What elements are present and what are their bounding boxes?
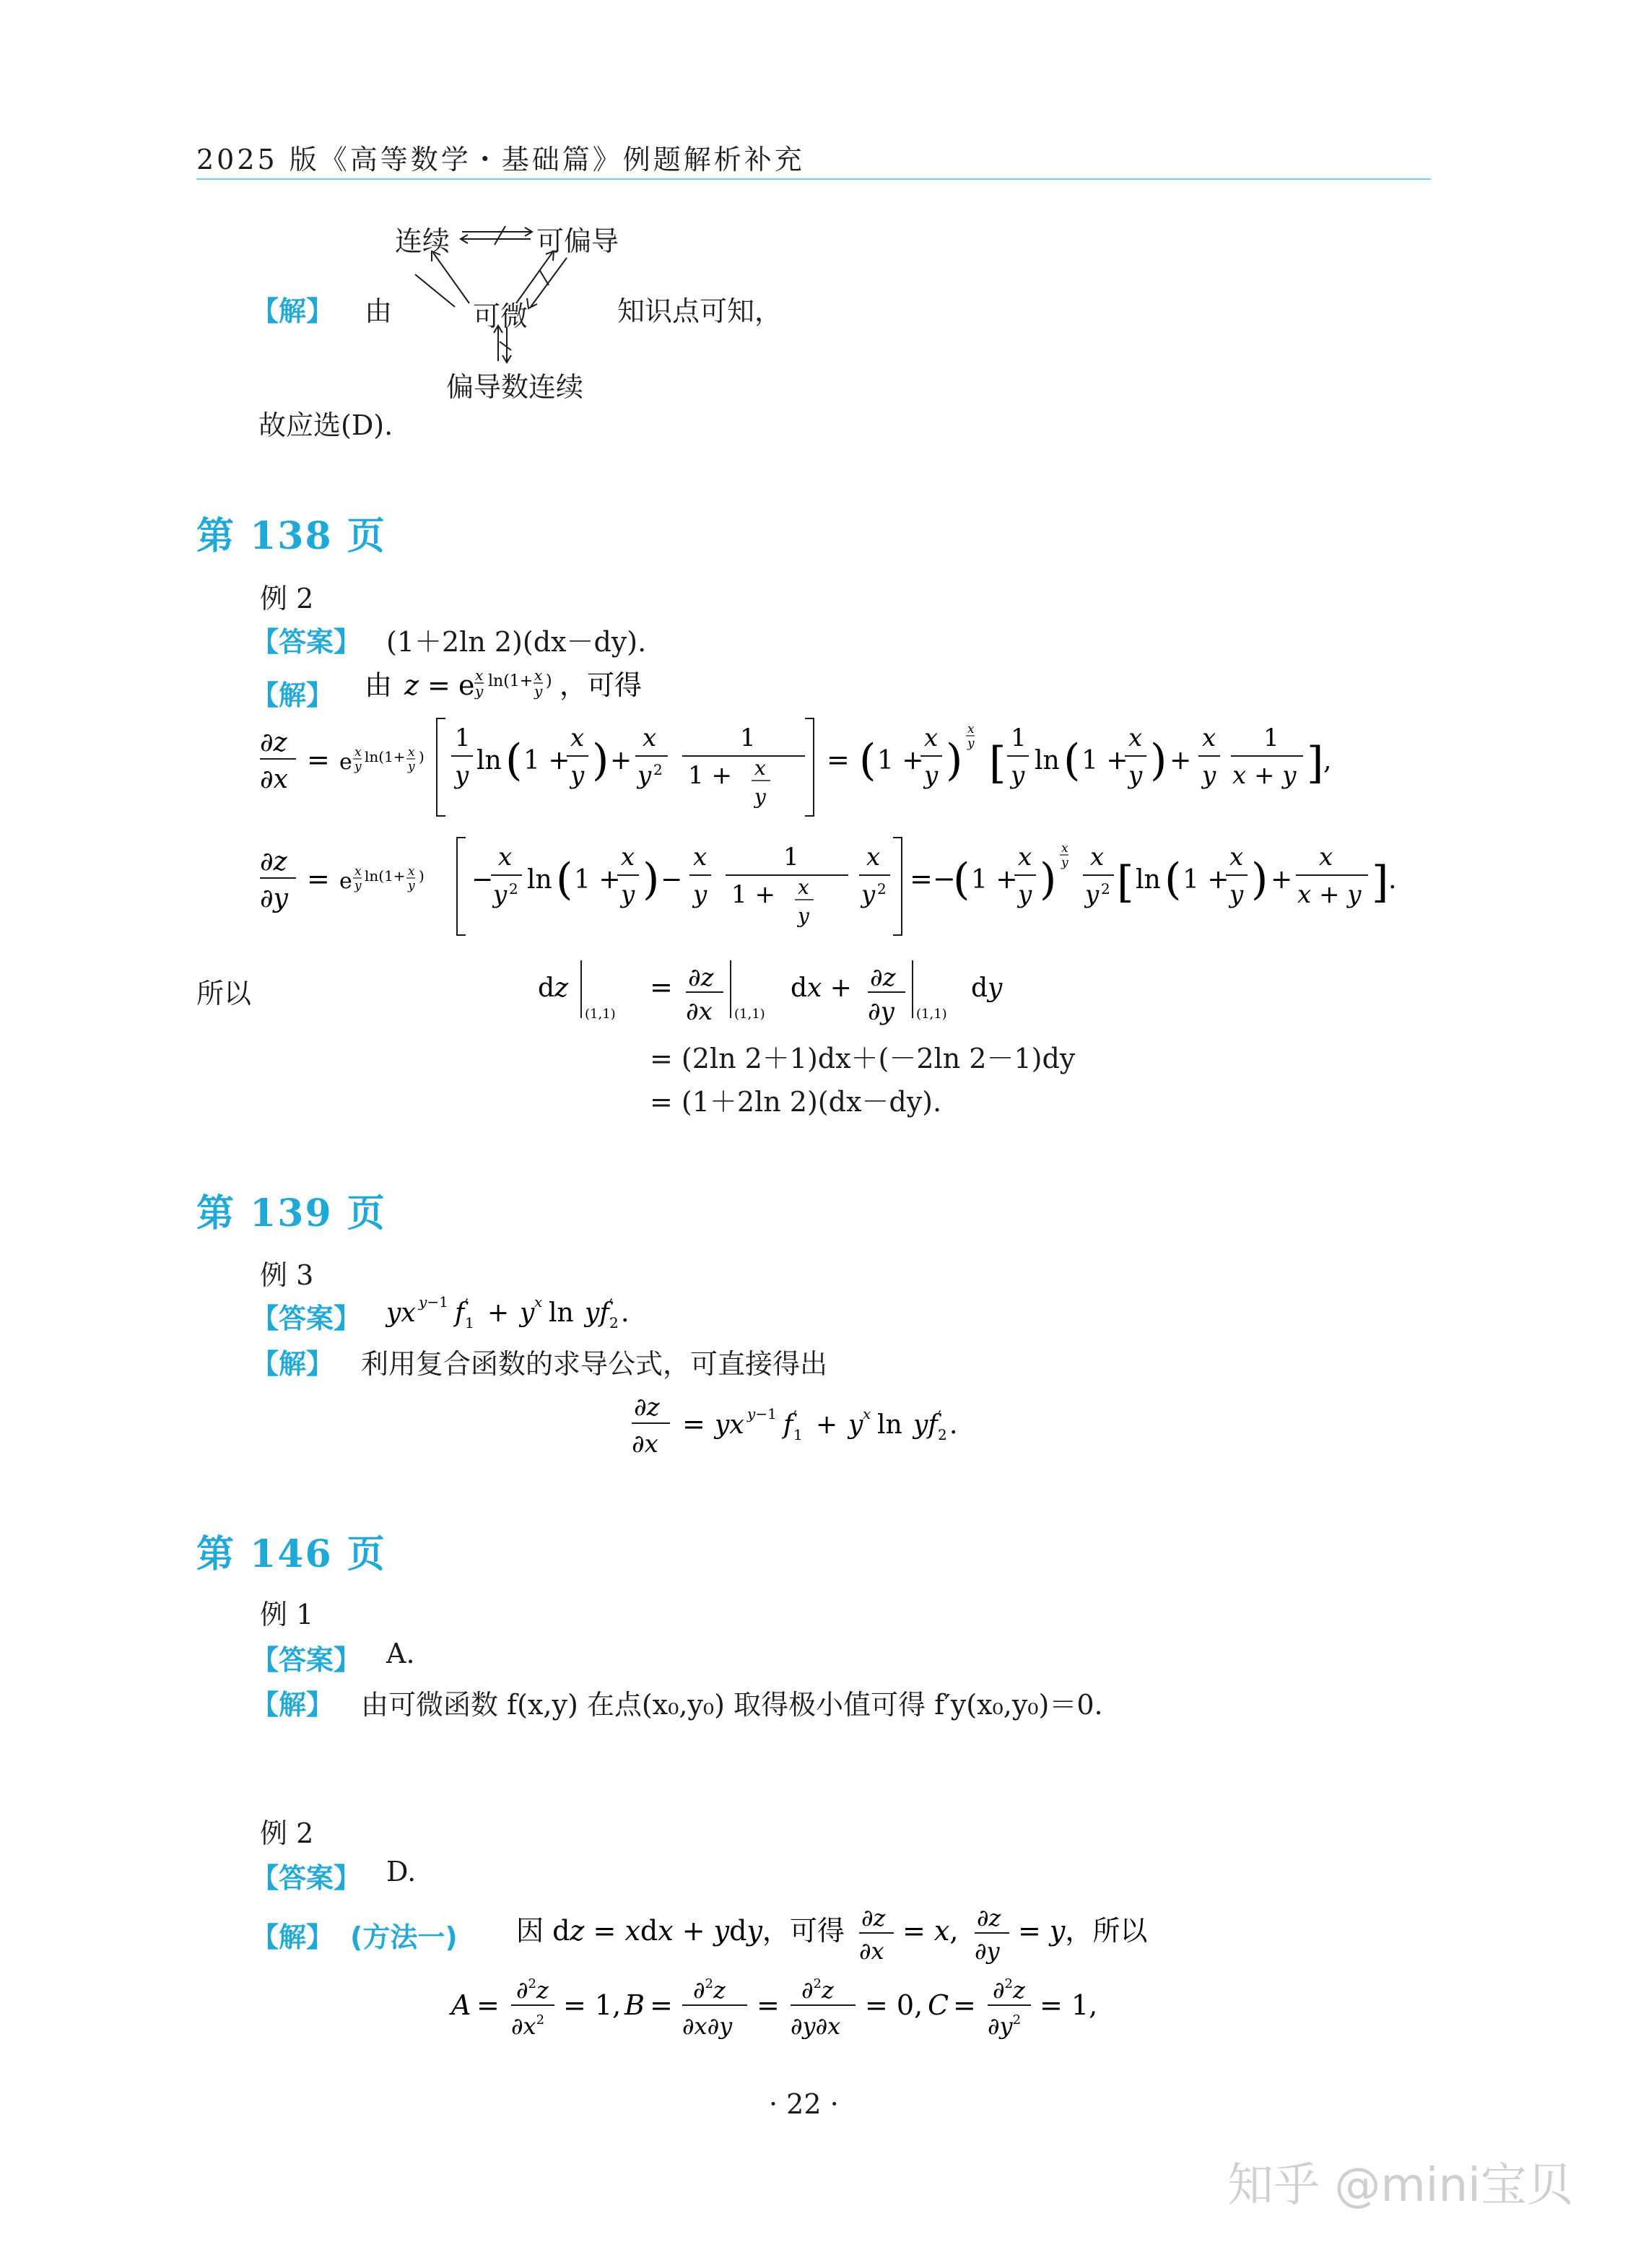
svg-text:=: =	[757, 1989, 780, 2021]
svg-text:.: .	[621, 1298, 630, 1328]
svg-text:y: y	[848, 1410, 863, 1440]
svg-text:y: y	[1061, 856, 1068, 870]
page-header-title: 2025 版《高等数学・基础篇》例题解析补充	[196, 144, 805, 175]
svg-text:y: y	[520, 1298, 535, 1328]
intro-you: 由	[365, 295, 393, 327]
svg-text:∂y: ∂y	[260, 884, 288, 913]
svg-text:x + y: x + y	[1297, 880, 1362, 909]
svg-text:ln(1+: ln(1+	[365, 748, 406, 765]
svg-text:(: (	[1063, 735, 1081, 786]
svg-text:=: =	[307, 863, 330, 895]
svg-text:x: x	[1018, 843, 1032, 872]
svg-text:dx +: dx +	[791, 973, 852, 1003]
svg-text:f: f	[783, 1410, 793, 1440]
formula-139	[628, 1383, 1061, 1462]
svg-text:(: (	[859, 735, 876, 786]
svg-text:B: B	[624, 1989, 645, 2021]
svg-text:因 dz = xdx + ydy，可得: 因 dz = xdx + ydy，可得	[516, 1915, 845, 1947]
svg-text:x: x	[1202, 724, 1216, 752]
svg-text:): )	[419, 748, 425, 765]
svg-text:′: ′	[938, 1409, 941, 1427]
svg-text:∂x: ∂x	[632, 1430, 658, 1459]
svg-text:): )	[1251, 854, 1268, 905]
svg-text:= y，所以: = y，所以	[1018, 1915, 1148, 1947]
svg-text:): )	[1040, 854, 1057, 905]
formula-139-svg	[628, 1383, 1061, 1462]
svg-text:x: x	[754, 756, 766, 780]
svg-text:x: x	[693, 843, 708, 872]
answer2-tag-146: 【答案】	[251, 1862, 362, 1894]
section-title-139: 第 139 页	[196, 1191, 386, 1235]
svg-text:∂y: ∂y	[868, 997, 894, 1026]
svg-text:y: y	[408, 879, 415, 893]
svg-text:=: =	[476, 1989, 500, 2021]
svg-text:1: 1	[1011, 724, 1027, 752]
svg-text:∂2z: ∂$^2$z	[801, 1976, 834, 2004]
svg-text:2: 2	[509, 880, 518, 898]
svg-text:=: =	[427, 669, 450, 701]
svg-text:(: (	[1165, 854, 1182, 905]
svg-text:+: +	[816, 1410, 838, 1440]
solution-text-139: 利用复合函数的求导公式，可直接得出	[361, 1348, 828, 1380]
svg-text:+: +	[610, 746, 632, 775]
svg-text:]: ]	[1372, 857, 1389, 908]
abc-formula-svg	[448, 1968, 1206, 2047]
svg-text:∂2z: ∂$^2$z	[693, 1976, 726, 2004]
solution1-tag-146: 【解】	[251, 1689, 334, 1721]
svg-text:): )	[1150, 735, 1167, 786]
svg-text:x: x	[354, 745, 362, 760]
answer-tag-139: 【答案】	[251, 1303, 362, 1334]
svg-text:1 +: 1 +	[1183, 865, 1229, 895]
svg-text:y: y	[967, 737, 975, 751]
svg-text:∂x∂y: ∂x∂y	[682, 2012, 733, 2040]
diagram-node-partials-continuous: 偏导数连续	[446, 371, 584, 403]
svg-text:2: 2	[653, 761, 663, 778]
solution-tag-138: 【解】	[251, 679, 334, 711]
svg-text:y: y	[354, 879, 362, 893]
solution-tag-139: 【解】	[251, 1348, 334, 1380]
svg-text:ln: ln	[877, 1410, 902, 1440]
svg-text:∂z: ∂z	[861, 1904, 886, 1932]
svg-text:x: x	[498, 843, 513, 872]
svg-text:yx: yx	[715, 1410, 744, 1440]
svg-text:dz: dz	[538, 973, 569, 1003]
formula-dz-dy-svg	[256, 830, 1440, 946]
abc-formula-146	[448, 1968, 1206, 2047]
svg-text:1 +: 1 +	[523, 746, 570, 775]
diagram-node-differentiable: 可微	[473, 300, 528, 332]
solution2-tag-146: 【解】	[251, 1921, 334, 1953]
svg-text:1 +: 1 +	[731, 880, 775, 909]
svg-text:y−1: y−1	[419, 1293, 448, 1311]
svg-text:+: +	[487, 1298, 510, 1328]
svg-text:1: 1	[455, 724, 471, 752]
svg-text:y: y	[1018, 880, 1032, 909]
svg-text:x: x	[534, 1293, 543, 1311]
svg-text:′: ′	[465, 1297, 469, 1315]
svg-text:y: y	[1085, 880, 1100, 909]
svg-text:ln: ln	[527, 865, 552, 895]
svg-text:ln(1+: ln(1+	[488, 672, 534, 690]
svg-text:y: y	[637, 761, 652, 790]
svg-text:=: =	[827, 744, 850, 775]
answer-139	[383, 1289, 744, 1332]
svg-text:=: =	[650, 971, 673, 1003]
section-title-146: 第 146 页	[196, 1532, 386, 1576]
svg-text:[: [	[1117, 857, 1134, 908]
svg-text:−: −	[661, 865, 683, 895]
svg-text:1: 1	[783, 843, 799, 872]
answer-tag-138: 【答案】	[251, 626, 362, 658]
svg-text:x: x	[1319, 843, 1333, 872]
svg-text:.: .	[1388, 865, 1397, 895]
svg-text:1 +: 1 +	[574, 865, 621, 895]
diagram-node-partial-derivable: 可偏导	[536, 225, 619, 257]
svg-text:y: y	[1229, 880, 1244, 909]
solution-lead-formula	[361, 659, 765, 709]
solution1-146: 由可微函数 f(x,y) 在点(x₀,y₀) 取得极小值可得 f′y(x₀,y₀)＝0.	[361, 1689, 1103, 1721]
svg-text:′: ′	[609, 1297, 613, 1315]
svg-text:y: y	[1011, 761, 1025, 790]
svg-text:∂x: ∂x	[686, 997, 713, 1026]
svg-text:1: 1	[740, 724, 756, 752]
svg-text:∂z: ∂z	[634, 1393, 660, 1422]
svg-text:∂z: ∂z	[688, 963, 714, 992]
svg-text:.: .	[949, 1410, 958, 1440]
svg-text:x: x	[621, 843, 635, 872]
svg-text:∂2z: ∂$^2$z	[516, 1976, 549, 2004]
svg-text:x: x	[1061, 841, 1068, 856]
svg-text:1 +: 1 +	[688, 761, 732, 790]
svg-text:e: e	[339, 750, 352, 775]
svg-text:−: −	[471, 865, 494, 895]
svg-text:+: +	[1170, 746, 1192, 775]
svg-text:=: =	[953, 1989, 976, 2021]
svg-text:y−1: y−1	[747, 1405, 777, 1422]
svg-text:x: x	[408, 864, 415, 879]
svg-text:(1,1): (1,1)	[585, 1007, 616, 1022]
example-label-139: 例 3	[260, 1259, 314, 1291]
svg-text:): )	[546, 672, 552, 690]
svg-text:x: x	[408, 745, 415, 760]
svg-text:z: z	[404, 669, 419, 701]
method-text-svg	[513, 1895, 1198, 1968]
header-rule	[196, 178, 1431, 180]
svg-text:ln: ln	[1136, 865, 1161, 895]
svg-text:y: y	[861, 880, 876, 909]
svg-text:x: x	[863, 1405, 871, 1422]
svg-text:x: x	[866, 843, 881, 872]
svg-text:f: f	[455, 1298, 465, 1328]
svg-text:= 0,: = 0,	[865, 1989, 923, 2021]
svg-text:yf: yf	[913, 1410, 938, 1440]
svg-text:C: C	[928, 1989, 949, 2021]
svg-text:1 +: 1 +	[1081, 746, 1128, 775]
svg-text:1: 1	[465, 1314, 474, 1331]
svg-text:): )	[592, 735, 609, 786]
formula-dz-dx	[256, 711, 1440, 827]
svg-text:+: +	[1271, 865, 1293, 895]
svg-text:y: y	[570, 761, 585, 790]
svg-text:y: y	[621, 880, 635, 909]
svg-text:1 +: 1 +	[877, 746, 924, 775]
svg-text:2: 2	[609, 1314, 619, 1331]
svg-text:= x,: = x,	[902, 1915, 959, 1947]
svg-text:x: x	[534, 666, 543, 684]
svg-text:=−: =−	[910, 863, 956, 895]
method-text-146	[513, 1895, 1198, 1968]
svg-text:): )	[419, 867, 425, 885]
svg-text:∂y2: $\partial y^2$	[988, 2012, 1022, 2040]
svg-text:1: 1	[1263, 724, 1279, 752]
svg-text:y: y	[354, 760, 362, 774]
svg-text:∂x: ∂x	[260, 765, 288, 794]
svg-text:x: x	[354, 864, 362, 879]
svg-text:ln: ln	[549, 1298, 574, 1328]
svg-text:ln: ln	[476, 746, 502, 775]
svg-text:y: y	[924, 761, 939, 790]
svg-text:y: y	[798, 904, 809, 928]
svg-text:A: A	[451, 1989, 471, 2021]
svg-text:x: x	[643, 724, 657, 752]
answer-138: (1＋2ln 2)(dx－dy).	[386, 626, 647, 658]
svg-text:x + y: x + y	[1232, 761, 1297, 790]
svg-text:=: =	[682, 1408, 705, 1440]
formula-dz-dx-svg	[256, 711, 1440, 827]
svg-text:,: ,	[1323, 746, 1332, 775]
page-number: · 22 ·	[769, 2088, 839, 2120]
svg-text:，可得: ，可得	[560, 669, 643, 701]
method-one-tag: (方法一)	[350, 1921, 458, 1953]
svg-text:ln: ln	[1035, 746, 1060, 775]
section-title-138: 第 138 页	[196, 514, 386, 558]
svg-text:1: 1	[793, 1426, 803, 1443]
svg-text:y: y	[408, 760, 415, 774]
example-label-138: 例 2	[260, 583, 314, 614]
example1-label-146: 例 1	[260, 1599, 314, 1630]
svg-text:∂z: ∂z	[870, 963, 896, 992]
svg-text:由: 由	[365, 669, 393, 701]
svg-text:x: x	[798, 875, 809, 899]
answer1-tag-146: 【答案】	[251, 1644, 362, 1676]
svg-text:(: (	[505, 735, 523, 786]
svg-text:y: y	[455, 761, 469, 790]
svg-text:(1,1): (1,1)	[734, 1007, 765, 1022]
svg-text:y: y	[754, 785, 766, 809]
svg-text:∂y∂x: ∂y∂x	[791, 2012, 841, 2040]
intro-conclusion: 故应选(D).	[258, 409, 393, 441]
svg-text:∂z: ∂z	[260, 728, 287, 757]
svg-text:∂2z: ∂$^2$z	[993, 1976, 1025, 2004]
svg-text:y: y	[1128, 761, 1143, 790]
answer-139-formula	[383, 1289, 744, 1332]
example2-label-146: 例 2	[260, 1817, 314, 1849]
svg-text:y: y	[475, 682, 484, 700]
svg-text:=: =	[307, 744, 330, 775]
svg-text:[: [	[989, 738, 1006, 788]
svg-text:∂z: ∂z	[977, 1904, 1001, 1932]
suoyi-label-138: 所以	[196, 978, 252, 1009]
relation-diagram	[383, 213, 621, 401]
svg-text:(: (	[556, 854, 573, 905]
svg-text:= 1,: = 1,	[1040, 1989, 1098, 2021]
svg-text:]: ]	[1307, 738, 1324, 788]
svg-text:dy: dy	[971, 973, 1003, 1003]
svg-text:1 +: 1 +	[971, 865, 1018, 895]
dz-line-2: = (2ln 2＋1)dx＋(－2ln 2－1)dy	[650, 1043, 1076, 1074]
svg-text:x: x	[570, 724, 585, 752]
answer1-146: A.	[386, 1638, 415, 1669]
intro-solution-tag: 【解】	[251, 295, 334, 327]
solution-lead-138	[361, 659, 765, 709]
svg-text:e: e	[458, 669, 475, 701]
svg-text:): )	[643, 854, 660, 905]
svg-text:2: 2	[877, 880, 887, 898]
intro-zhishidian: 知识点可知，	[617, 295, 783, 327]
svg-text:= 1,: = 1,	[563, 1989, 622, 2021]
watermark: 知乎 @mini宝贝	[1227, 2159, 1573, 2212]
answer2-146: D.	[386, 1856, 417, 1887]
svg-text:∂z: ∂z	[260, 847, 287, 877]
dz-line-3: = (1＋2ln 2)(dx－dy).	[650, 1086, 942, 1118]
svg-text:y: y	[693, 880, 708, 909]
svg-text:∂x: ∂x	[859, 1937, 884, 1965]
svg-text:∂y: ∂y	[975, 1937, 1000, 1965]
svg-text:=: =	[650, 1989, 673, 2021]
svg-text:ln(1+: ln(1+	[365, 867, 406, 885]
svg-text:y: y	[534, 682, 543, 700]
svg-text:(: (	[953, 854, 970, 905]
svg-text:′: ′	[793, 1409, 797, 1427]
svg-text:2: 2	[1101, 880, 1110, 898]
svg-text:y: y	[1202, 761, 1216, 790]
svg-text:e: e	[339, 869, 352, 894]
svg-text:x: x	[924, 724, 939, 752]
svg-text:∂x2: $\partial x^2$	[511, 2012, 545, 2040]
formula-dz-dy	[256, 830, 1440, 946]
svg-text:(1,1): (1,1)	[916, 1007, 947, 1022]
svg-text:x: x	[1128, 724, 1143, 752]
svg-text:x: x	[1229, 843, 1244, 872]
svg-text:x: x	[1090, 843, 1105, 872]
svg-text:y: y	[493, 880, 508, 909]
svg-text:2: 2	[938, 1426, 947, 1443]
svg-text:x: x	[967, 722, 975, 737]
svg-text:x: x	[475, 666, 484, 684]
diagram-node-continuous: 连续	[395, 225, 450, 257]
svg-text:yx: yx	[386, 1298, 416, 1328]
svg-text:): )	[946, 735, 963, 786]
svg-text:yf: yf	[585, 1298, 609, 1328]
